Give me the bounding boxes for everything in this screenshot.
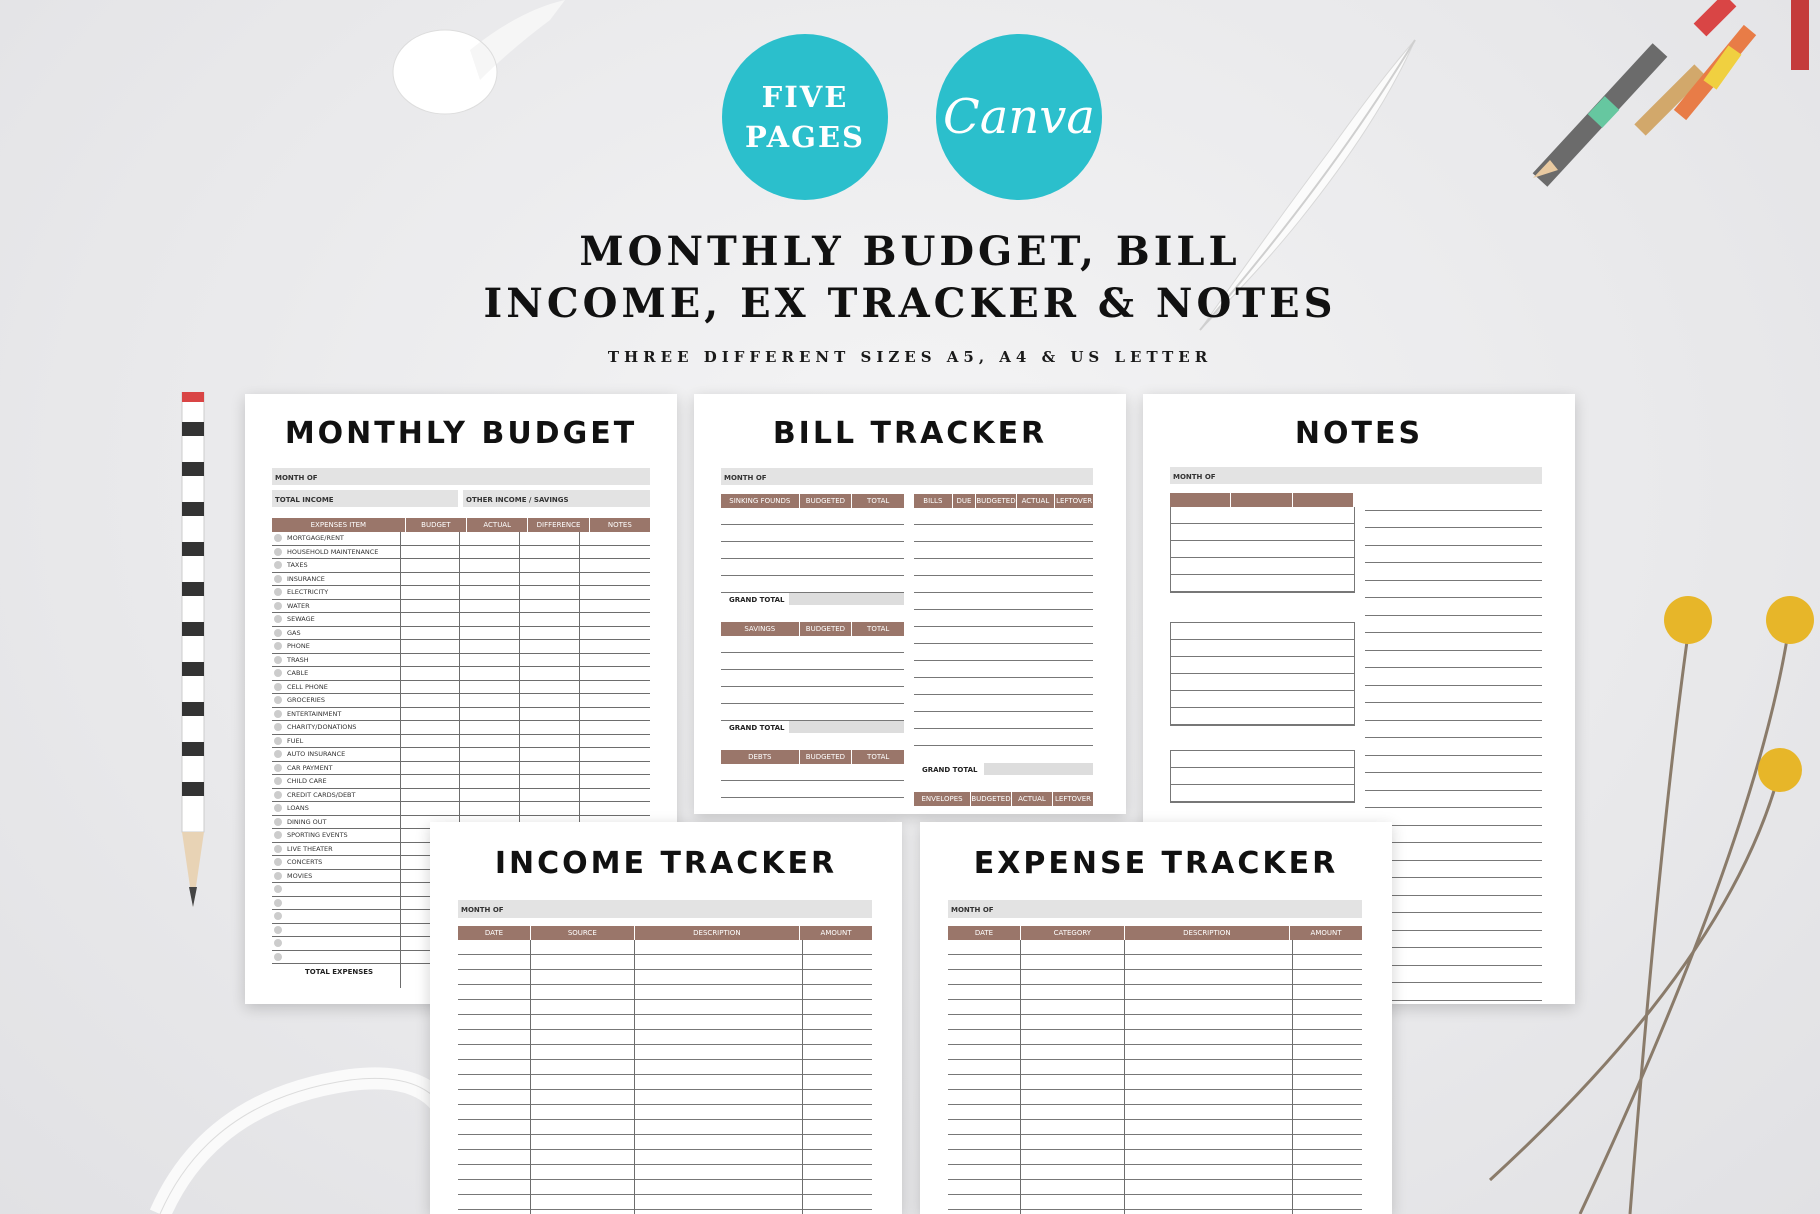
table-row [272, 721, 650, 735]
col-amount: AMOUNT [1310, 929, 1342, 937]
ruled-line [458, 1195, 872, 1210]
ruled-line [948, 940, 1362, 955]
ruled-line [1365, 791, 1542, 809]
checkbox-circle[interactable] [274, 804, 282, 812]
checkbox-circle[interactable] [274, 629, 282, 637]
expense-item-label: CONCERTS [287, 858, 323, 867]
table-row [272, 802, 650, 816]
total-income-field: TOTAL INCOME [272, 490, 458, 507]
ruled-line [948, 1165, 1362, 1180]
ruled-line [458, 1150, 872, 1165]
col-budgeted: BUDGETED [976, 494, 1016, 508]
table-row [272, 735, 650, 749]
ruled-line [458, 1015, 872, 1030]
other-income-field: OTHER INCOME / SAVINGS [463, 490, 650, 507]
col-actual: ACTUAL [1012, 792, 1053, 806]
sinking-rows [721, 508, 904, 593]
col-due: DUE [953, 494, 977, 508]
checkbox-circle[interactable] [274, 669, 282, 677]
ruled-line [948, 1045, 1362, 1060]
ruled-line [458, 1090, 872, 1105]
col-actual: ACTUAL [1017, 494, 1056, 508]
bills-rows [914, 508, 1093, 746]
ruled-line [458, 955, 872, 970]
col-budgeted: BUDGETED [971, 792, 1012, 806]
ruled-line [1365, 651, 1542, 669]
expense-item-label: CELL PHONE [287, 682, 328, 691]
page-title: BILL TRACKER [772, 416, 1048, 451]
grand-total-label: GRAND TOTAL [729, 596, 785, 604]
expense-item-label: CREDIT CARDS/DEBT [287, 790, 356, 799]
checkbox-circle[interactable] [274, 642, 282, 650]
expense-item-label: ELECTRICITY [287, 588, 329, 597]
expense-item-label: PHONE [287, 642, 310, 651]
checkbox-circle[interactable] [274, 696, 282, 704]
expense-item-label: SPORTING EVENTS [287, 831, 348, 840]
white-ribbon [150, 1060, 470, 1214]
expense-item-label: WATER [287, 601, 310, 610]
expense-item-label: HOUSEHOLD MAINTENANCE [287, 547, 379, 556]
checkbox-circle[interactable] [274, 899, 282, 907]
checkbox-circle[interactable] [274, 615, 282, 623]
checkbox-circle[interactable] [274, 912, 282, 920]
ruled-line [458, 1210, 872, 1214]
table-row [272, 627, 650, 641]
ruled-line [458, 1000, 872, 1015]
checkbox-circle[interactable] [274, 818, 282, 826]
col-total: TOTAL [867, 753, 890, 761]
col-bills: BILLS [914, 494, 953, 508]
badge-line2: PAGES [744, 120, 865, 154]
table-row [272, 762, 650, 776]
ruled-line [458, 1075, 872, 1090]
ruled-line [948, 1120, 1362, 1135]
headline-line2: INCOME, EX TRACKER & NOTES [483, 280, 1337, 327]
checkbox-circle[interactable] [274, 926, 282, 934]
ruled-line [948, 1090, 1362, 1105]
checkbox-circle[interactable] [274, 737, 282, 745]
checkbox-circle[interactable] [274, 777, 282, 785]
envelopes-header [914, 792, 1093, 806]
table-row [272, 708, 650, 722]
table-row [272, 600, 650, 614]
checkbox-circle[interactable] [274, 683, 282, 691]
checkbox-circle[interactable] [274, 845, 282, 853]
expense-item-label: AUTO INSURANCE [287, 750, 346, 759]
col-category: CATEGORY [1021, 926, 1125, 940]
expense-item-label: LOANS [287, 804, 309, 813]
expense-item-label: TRASH [287, 655, 309, 664]
ruled-line [948, 1060, 1362, 1075]
col-leftover: LEFTOVER [1055, 795, 1091, 803]
ruled-line [948, 985, 1362, 1000]
ruled-line [948, 1150, 1362, 1165]
checkbox-circle[interactable] [274, 723, 282, 731]
ruled-line [948, 1210, 1362, 1214]
month-of-field: MONTH OF [721, 468, 1093, 485]
checkbox-circle[interactable] [274, 953, 282, 961]
colored-pencils [1500, 0, 1820, 200]
ruled-line [458, 1105, 872, 1120]
col-date: DATE [458, 926, 531, 940]
col-debts: DEBTS [721, 750, 800, 764]
col-amount: AMOUNT [820, 929, 852, 937]
ruled-line [1365, 616, 1542, 634]
expense-item-label: GAS [287, 628, 301, 637]
page-title: NOTES [1294, 416, 1424, 451]
canva-badge [936, 34, 1102, 200]
table-row [272, 640, 650, 654]
five-pages-badge [722, 34, 888, 200]
col-difference: DIFFERENCE [528, 518, 589, 532]
expense-rows [948, 940, 1362, 1214]
checkbox-circle[interactable] [274, 588, 282, 596]
table-row [272, 654, 650, 668]
income-rows [458, 940, 872, 1214]
expense-tracker-page [920, 822, 1392, 1214]
page-title: EXPENSE TRACKER [973, 846, 1339, 881]
month-of-field: MONTH OF [272, 468, 650, 485]
table-row [272, 748, 650, 762]
ruled-line [458, 1030, 872, 1045]
income-tracker-page [430, 822, 902, 1214]
ruled-line [1365, 773, 1542, 791]
expense-item-label: CHARITY/DONATIONS [287, 723, 357, 732]
col-budgeted: BUDGETED [800, 750, 853, 764]
col-description: DESCRIPTION [635, 926, 800, 940]
expense-item-label: MORTGAGE/RENT [287, 534, 344, 543]
col-source: SOURCE [531, 926, 635, 940]
grand-total-label: GRAND TOTAL [729, 724, 785, 732]
col-date: DATE [948, 926, 1021, 940]
page-title: MONTHLY BUDGET [284, 416, 638, 451]
expense-item-label: TAXES [287, 561, 308, 570]
ruled-line [1365, 633, 1542, 651]
total-expenses-label: TOTAL EXPENSES [305, 968, 374, 976]
checkbox-circle[interactable] [274, 764, 282, 772]
checkbox-circle[interactable] [274, 602, 282, 610]
ruled-line [948, 1015, 1362, 1030]
ruled-line [948, 955, 1362, 970]
month-of-field: MONTH OF [948, 900, 1362, 918]
expense-header [948, 926, 1362, 940]
ruled-line [458, 1060, 872, 1075]
table-row [272, 532, 650, 546]
expense-item-label: LIVE THEATER [287, 844, 333, 853]
table-row [272, 681, 650, 695]
sinking-header [721, 494, 904, 508]
table-row [272, 546, 650, 560]
notes-grid-3 [1170, 750, 1355, 803]
expense-item-label: DINING OUT [287, 817, 327, 826]
expense-item-label: GROCERIES [287, 696, 325, 705]
expense-item-label: ENTERTAINMENT [287, 709, 342, 718]
col-description: DESCRIPTION [1125, 926, 1290, 940]
col-budget: BUDGET [406, 518, 467, 532]
page-title: INCOME TRACKER [494, 846, 838, 881]
expense-item-label: CABLE [287, 669, 309, 678]
checkbox-circle[interactable] [274, 656, 282, 664]
expense-item-label: MOVIES [287, 871, 313, 880]
ruled-line [1365, 668, 1542, 686]
subtitle: THREE DIFFERENT SIZES A5, A4 & US LETTER [607, 348, 1213, 366]
expense-item-label: CAR PAYMENT [287, 763, 333, 772]
checkbox-circle[interactable] [274, 534, 282, 542]
col-total: TOTAL [867, 497, 890, 505]
ruled-line [1365, 546, 1542, 564]
checkbox-circle[interactable] [274, 831, 282, 839]
checkbox-circle[interactable] [274, 750, 282, 758]
col-sinking: SINKING FOUNDS [721, 494, 800, 508]
ruled-line [1365, 493, 1542, 511]
table-row [272, 775, 650, 789]
bill-tracker-page [694, 394, 1126, 814]
col-savings: SAVINGS [721, 622, 800, 636]
ruled-line [1365, 563, 1542, 581]
ruled-line [1365, 598, 1542, 616]
checkbox-circle[interactable] [274, 885, 282, 893]
col-budgeted: BUDGETED [800, 622, 853, 636]
ruled-line [458, 1135, 872, 1150]
savings-header [721, 622, 904, 636]
bills-header [914, 494, 1093, 508]
striped-pencil [178, 392, 208, 912]
col-budgeted: BUDGETED [800, 494, 853, 508]
grand-total-label: GRAND TOTAL [922, 766, 978, 774]
ruled-line [1365, 511, 1542, 529]
checkbox-circle[interactable] [274, 872, 282, 880]
expense-item-label: FUEL [287, 736, 304, 745]
month-of-field: MONTH OF [1170, 467, 1542, 484]
table-row [272, 667, 650, 681]
table-row [272, 559, 650, 573]
debts-rows [721, 764, 904, 814]
table-row [272, 586, 650, 600]
col-envelopes: ENVELOPES [914, 792, 971, 806]
ruled-line [948, 1105, 1362, 1120]
checkbox-circle[interactable] [274, 575, 282, 583]
table-row [272, 694, 650, 708]
table-row [272, 613, 650, 627]
checkbox-circle[interactable] [274, 791, 282, 799]
ruled-line [1365, 721, 1542, 739]
ruled-line [1365, 686, 1542, 704]
canva-logo: Canva [943, 89, 1095, 145]
checkbox-circle[interactable] [274, 710, 282, 718]
col-notes: NOTES [607, 521, 632, 529]
expense-item-label: SEWAGE [287, 615, 315, 624]
bird-figurine [360, 0, 580, 140]
budget-header [272, 518, 650, 532]
debts-header [721, 750, 904, 764]
ruled-line [948, 1075, 1362, 1090]
checkbox-circle[interactable] [274, 939, 282, 947]
ruled-line [458, 1165, 872, 1180]
col-expenses-item: EXPENSES ITEM [272, 518, 406, 532]
ruled-line [1365, 703, 1542, 721]
ruled-line [948, 1000, 1362, 1015]
table-row [272, 789, 650, 803]
ruled-line [1365, 528, 1542, 546]
col-leftover: LEFTOVER [1056, 497, 1093, 505]
ruled-line [948, 1180, 1362, 1195]
ruled-line [1365, 581, 1542, 599]
badge-line1: FIVE [761, 80, 849, 114]
ruled-line [458, 1045, 872, 1060]
checkbox-circle[interactable] [274, 561, 282, 569]
expense-item-label: INSURANCE [287, 574, 325, 583]
table-row [272, 573, 650, 587]
notes-grid-header [1170, 493, 1353, 507]
ruled-line [948, 1135, 1362, 1150]
ruled-line [948, 1030, 1362, 1045]
ruled-line [1365, 756, 1542, 774]
ruled-line [458, 970, 872, 985]
notes-grid-1 [1170, 507, 1355, 593]
checkbox-circle[interactable] [274, 858, 282, 866]
notes-grid-2 [1170, 622, 1355, 726]
col-actual: ACTUAL [467, 518, 528, 532]
income-header [458, 926, 872, 940]
checkbox-circle[interactable] [274, 548, 282, 556]
headline-line1: MONTHLY BUDGET, BILL [579, 228, 1241, 275]
ruled-line [948, 970, 1362, 985]
month-of-field: MONTH OF [458, 900, 872, 918]
ruled-line [458, 1120, 872, 1135]
savings-rows [721, 636, 904, 721]
ruled-line [1365, 738, 1542, 756]
col-total: TOTAL [867, 625, 890, 633]
ruled-line [948, 1195, 1362, 1210]
ruled-line [458, 940, 872, 955]
ruled-line [458, 1180, 872, 1195]
ruled-line [458, 985, 872, 1000]
expense-item-label: CHILD CARE [287, 777, 327, 786]
